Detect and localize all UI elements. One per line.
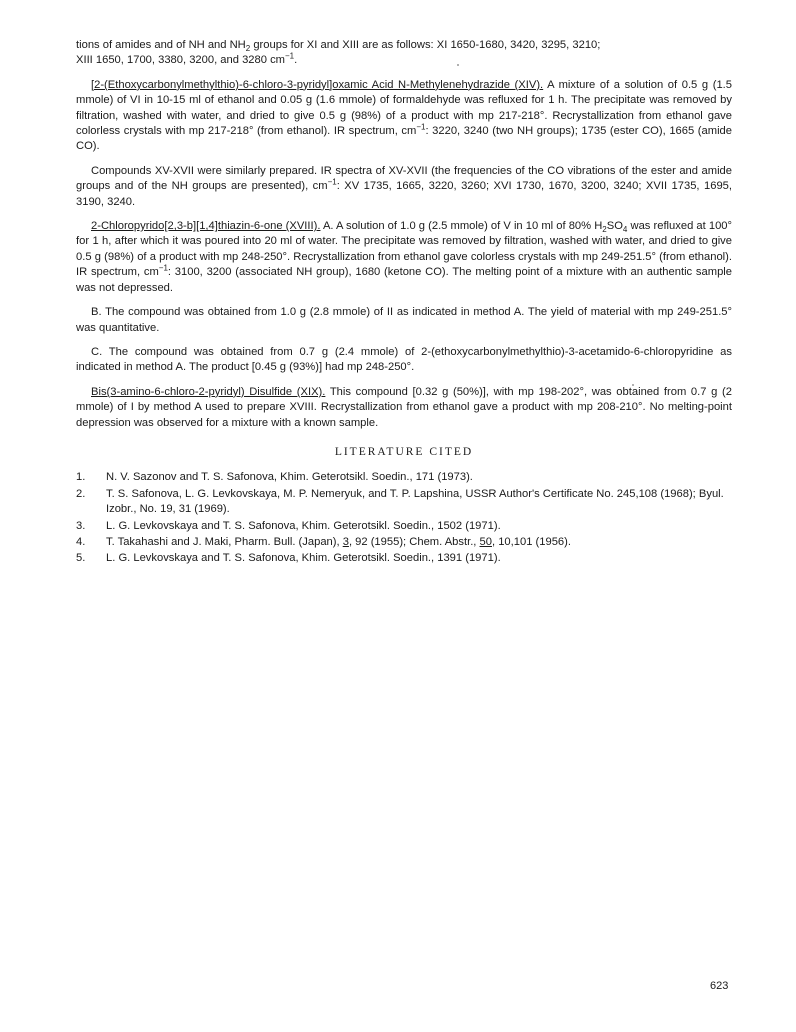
superscript: −1 — [416, 122, 426, 132]
reference-item — [76, 519, 732, 534]
page-number: 623 — [710, 980, 729, 992]
reference-number: 2. — [76, 487, 86, 500]
text-span: Compounds XV-XVII were similarly prepared. IR spectra of XV-XVII (the frequencies of the CO vibrations of the ester and amide groups and of the NH groups are presented), cm — [76, 164, 732, 193]
paragraph-method-c — [76, 345, 732, 376]
volume-number: 3 — [342, 535, 349, 548]
text-span: tions of amides and of NH and NH — [76, 39, 246, 51]
reference-item — [76, 487, 732, 518]
paragraph-continuation — [76, 38, 732, 69]
reference-text: , 92 (1955); Chem. Abstr., — [348, 535, 480, 548]
text-span: . — [294, 54, 298, 67]
reference-item — [76, 535, 732, 550]
reference-text: L. G. Levkovskaya and T. S. Safonova, Khim. Geterotsikl. Soedin., 1502 (1971). — [106, 519, 501, 532]
scan-speck — [632, 384, 634, 386]
paragraph-compound-xix — [76, 385, 732, 431]
paragraph-method-b — [76, 305, 732, 336]
literature-heading: LITERATURE CITED — [334, 445, 474, 458]
reference-item — [76, 551, 732, 566]
subscript: 4 — [622, 225, 628, 235]
text-span: This compound [0.32 g (50%)], with mp 198-202°, was obtained from 0.7 g (2 mmole) of I by method A used to prepare XVIII. Recrystallization from ethanol gave a product with mp 208-210°. No melting-point depression was observed for a mixture with a known sample. — [76, 385, 732, 429]
reference-number: 3. — [76, 519, 86, 532]
reference-item — [76, 470, 732, 485]
reference-text: L. G. Levkovskaya and T. S. Safonova, Khim. Geterotsikl. Soedin., 1391 (1971). — [106, 552, 501, 565]
reference-number: 4. — [76, 535, 86, 548]
reference-text: T. S. Safonova, L. G. Levkovskaya, M. P. Nemeryuk, and T. P. Lapshina, USSR Author's Certificate No. 245,108 (1968); Byul. Izobr., No. 19, 31 (1969). — [106, 487, 724, 516]
reference-text: , 10,101 (1956). — [491, 535, 571, 548]
text-span: B. The compound was obtained from 1.0 g (2.8 mmole) of II as indicated in method A. The yield of material with mp 249-251.5° was quantitative. — [76, 306, 732, 334]
reference-number: 1. — [76, 471, 86, 484]
text-span: SO — [606, 220, 623, 233]
text-span: : 3100, 3200 (associated NH group), 1680 (ketone CO). The melting point of a mixture with an authentic sample was not depressed. — [76, 266, 732, 294]
compound-title: Bis(3-amino-6-chloro-2-pyridyl) Disulfide (XIX). — [91, 385, 326, 398]
superscript: −1 — [327, 177, 337, 187]
reference-number: 5. — [76, 552, 86, 565]
text-span: was refluxed at 100° for 1 h, after which it was poured into 20 ml of water. The precipitate was removed by filtration, washed with water, and dried to give 0.5 g (98%) of a product with mp 248-250°. Recrystallization from ethanol gave colorless crystals with mp 249-251.5° (from ethanol). IR spectrum, cm — [76, 220, 733, 279]
text-span: : XV 1735, 1665, 3220, 3260; XVI 1730, 1670, 3200, 3240; XVII 1735, 1695, 3190, 3240. — [76, 180, 732, 208]
scan-speck — [457, 64, 459, 66]
superscript: −1 — [158, 263, 168, 273]
subscript: 2 — [602, 225, 607, 235]
paper-page — [76, 38, 732, 568]
reference-list — [76, 470, 732, 566]
text-span: groups for XI and XIII are as follows: XI 1650-1680, 3420, 3295, 3210; — [250, 39, 601, 51]
reference-text: T. Takahashi and J. Maki, Pharm. Bull. (Japan), — [106, 535, 343, 548]
text-span: : 3220, 3240 (two NH groups); 1735 (ester CO), 1665 (amide CO). — [76, 125, 733, 153]
compound-title: [2-(Ethoxycarbonylmethylthio)-6-chloro-3-pyridyl]oxamic Acid N-Methylenehydrazide (XIV). — [91, 78, 544, 91]
paragraph-compound-xviii — [76, 219, 732, 296]
text-span: C. The compound was obtained from 0.7 g (2.4 mmole) of 2-(ethoxycarbonylmethylthio)-3-acetamido-6-chloropyridine as indicated in method A. The product [0.45 g (93%)] had mp 248-250°. — [76, 345, 732, 374]
compound-title: 2-Chloropyrido[2,3-b][1,4]thiazin-6-one (XVIII). — [91, 220, 321, 233]
volume-number: 50 — [479, 535, 492, 548]
paragraph-compounds-xv-xvii — [76, 164, 732, 210]
subscript: 2 — [245, 44, 251, 54]
reference-text: N. V. Sazonov and T. S. Safonova, Khim. Geterotsikl. Soedin., 171 (1973). — [106, 471, 473, 484]
paragraph-compound-xiv — [76, 78, 732, 155]
text-span: A. A solution of 1.0 g (2.5 mmole) of V in 10 ml of 80% H — [320, 220, 603, 233]
text-span: XIII 1650, 1700, 3380, 3200, and 3280 cm — [76, 54, 285, 67]
text-span: A mixture of a solution of 0.5 g (1.5 mmole) of VI in 10-15 ml of ethanol and 0.05 g (1.6 mmole) of formaldehyde was refluxed for 1 h. The precipitate was removed by filtration, washed with water, and dried to give 0.5 g (98%) of a product with mp 217-218°. Recrystallization from ethanol gave colorless crystals with mp 217-218° (from ethanol). IR spectrum, cm — [76, 78, 732, 138]
superscript: −1 — [285, 51, 295, 61]
